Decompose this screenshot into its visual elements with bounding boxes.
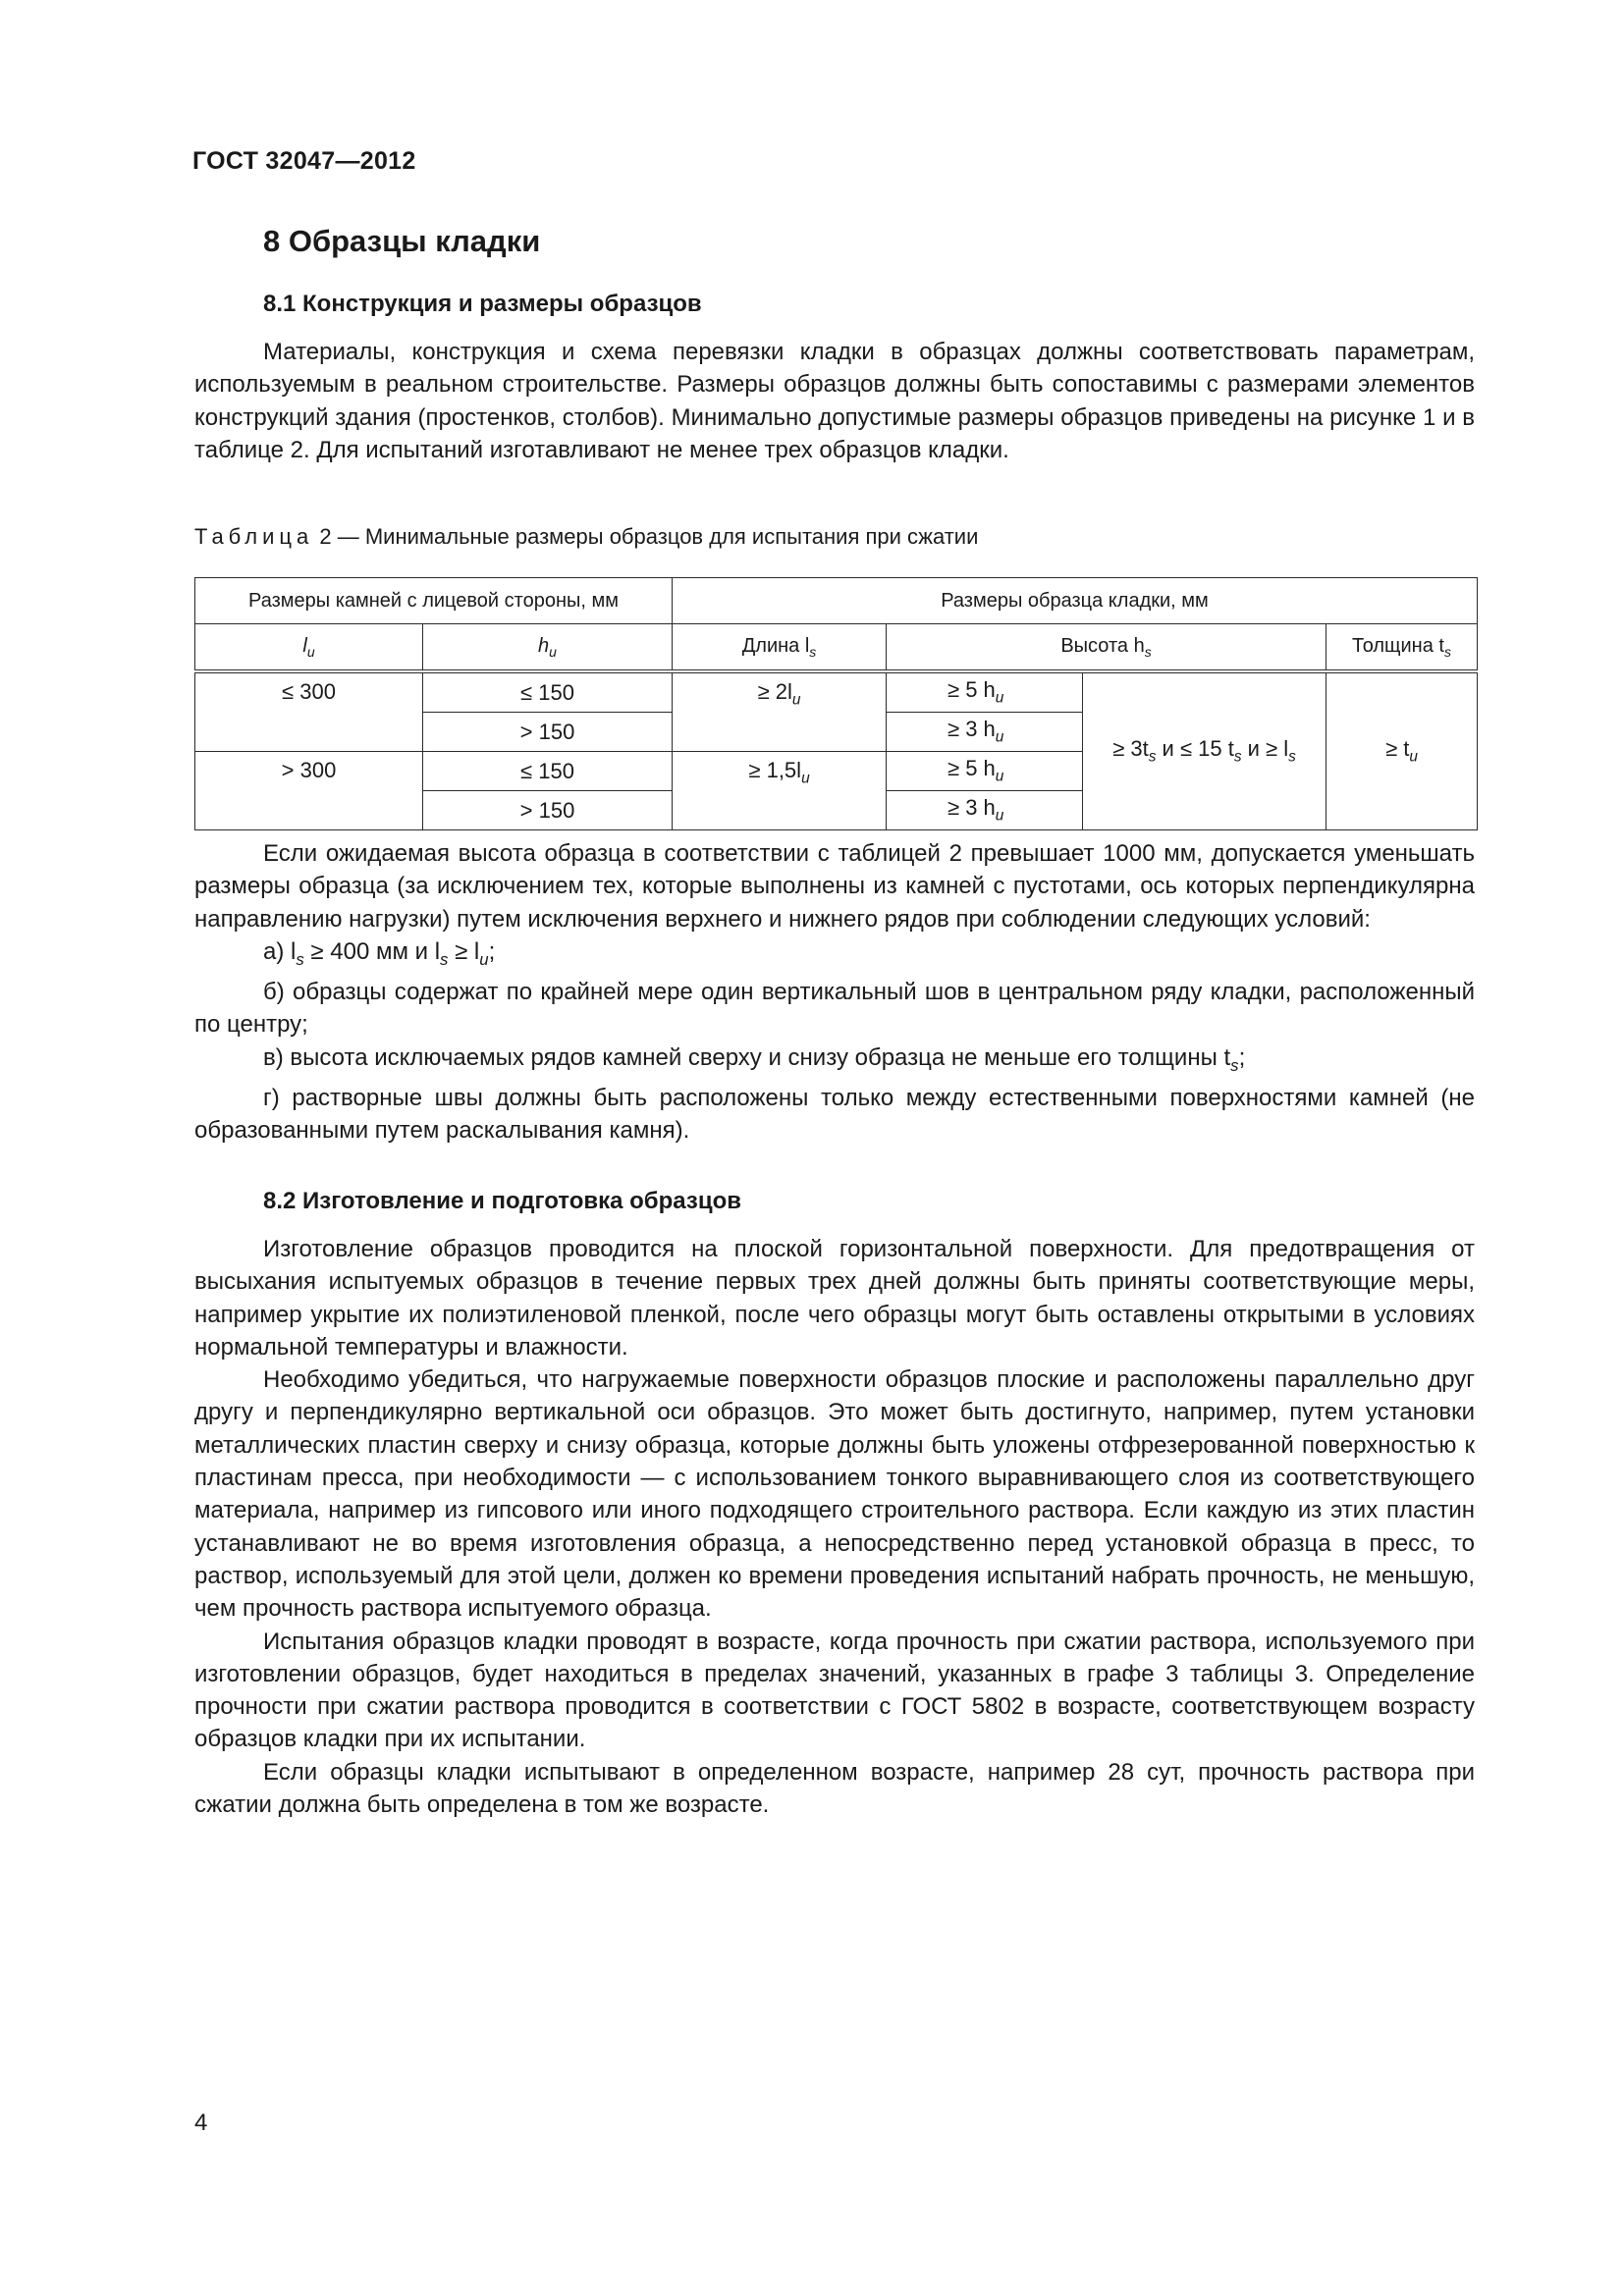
page-number: 4: [194, 2109, 208, 2136]
header-stone-dimensions: Размеры камней с лицевой стороны, мм: [195, 578, 673, 624]
section-title: 8 Образцы кладки: [263, 224, 541, 258]
list-item-b: б) образцы содержат по крайней мере один вертикальный шов в центральном ряду кладки, расположенный по центру;: [194, 978, 1475, 1039]
after-table-text: [194, 837, 1475, 1147]
document-header: ГОСТ 32047—2012: [192, 147, 416, 175]
sample-size-table: [194, 577, 1477, 834]
section-8-1-text: [194, 336, 1475, 466]
header-thickness: Толщина $t_s$: [1326, 624, 1478, 672]
paragraph: Материалы, конструкция и схема перевязки кладки в образцах должны соответствовать параметрам, используемым в реальном строительстве. Размеры образцов должны быть сопоставимы с размерами элементов конструкций здания (простенков, столбов). Минимально допустимые размеры образцов приведены на рисунке 1 и в таблице 2. Для испытаний изготавливают не менее трех образцов кладки.: [194, 339, 1475, 463]
header-sample-dimensions: Размеры образца кладки, мм: [673, 578, 1478, 624]
cell-lu-le300: ≤ 300: [195, 671, 423, 752]
cell-length-2lu: ≥ $2l_u$: [673, 671, 887, 752]
section-8-2-text: [194, 1233, 1475, 1821]
paragraph: Испытания образцов кладки проводят в возрасте, когда прочность при сжатии раствора, используемого при изготовлении образцов, будет находиться в пределах значений, указанных в графе 3 таблицы 3. Определение прочности при сжатии раствора проводится в соответствии с ГОСТ 5802 в возрасте, соответствующем возрасту образцов кладки при их испытании.: [194, 1628, 1475, 1753]
cell-lu-gt300: > 300: [195, 752, 423, 830]
cell-hu: > 150: [423, 791, 673, 830]
subsection-8-1-title: 8.1 Конструкция и размеры образцов: [263, 291, 702, 317]
paragraph: Если образцы кладки испытывают в определенном возрасте, например 28 сут, прочность раствора при сжатии должна быть определена в том же возрасте.: [194, 1758, 1475, 1819]
paragraph: Изготовление образцов проводится на плоской горизонтальной поверхности. Для предотвращения от высыхания испытуемых образцов в течение первых трех дней должны быть приняты соответствующие меры, например укрытие их полиэтиленовой пленкой, после чего образцы могут быть оставлены открытыми в условиях нормальной температуры и влажности.: [194, 1236, 1475, 1361]
cell-hu: ≤ 150: [423, 752, 673, 791]
table-caption-text: 2 — Минимальные размеры образцов для испытания при сжатии: [313, 524, 979, 549]
header-lu: $l_u$: [195, 624, 423, 672]
table-caption-word: Таблица: [194, 524, 314, 549]
paragraph: Если ожидаемая высота образца в соответствии с таблицей 2 превышает 1000 мм, допускается уменьшать размеры образца (за исключением тех, которые выполнены из камней с пустотами, ось которых перпендикулярна направлению нагрузки) путем исключения верхнего и нижнего рядов при соблюдении следующих условий:: [194, 840, 1475, 933]
subsection-8-2-title: 8.2 Изготовление и подготовка образцов: [263, 1188, 742, 1214]
cell-height: ≥ 5 $h_u$: [887, 671, 1083, 713]
header-hu: $h_u$: [423, 624, 673, 672]
table-caption: [194, 524, 978, 550]
cell-length-15lu: ≥ $1,5l_u$: [673, 752, 887, 830]
paragraph: Необходимо убедиться, что нагружаемые поверхности образцов плоские и расположены параллельно друг другу и перпендикулярно вертикальной оси образцов. Это может быть достигнуто, например, путем установки металлических пластин сверху и снизу образца, которые должны быть уложены отфрезерованной поверхностью к пластинам пресса, при необходимости — с использованием тонкого выравнивающего слоя из соответствующего материала, например из гипсового или иного подходящего строительного раствора. Если каждую из этих пластин устанавливают не во время изготовления образца, а непосредственно перед установкой образца в пресс, то раствор, используемый для этой цели, должен ко времени проведения испытаний набрать прочность, не меньшую, чем прочность раствора испытуемого образца.: [194, 1366, 1475, 1623]
header-length: Длина $l_s$: [673, 624, 887, 672]
cell-height: ≥ 3 $h_u$: [887, 791, 1083, 830]
header-height: Высота $h_s$: [887, 624, 1326, 672]
cell-hu: ≤ 150: [423, 671, 673, 713]
list-item-v: в) высота исключаемых рядов камней сверху и снизу образца не меньше его толщины $t_s$;: [263, 1043, 1246, 1075]
cell-thickness-common: ≥ $t_u$: [1326, 671, 1478, 830]
cell-height-common: ≥ $3t_s$ и ≤ 15 $t_s$ $и \ge l_s$: [1083, 671, 1326, 830]
cell-height: ≥ 5 $h_u$: [887, 752, 1083, 791]
list-item-g: г) растворные швы должны быть расположены только между естественными поверхностями камней (не образованными путем раскалывания камня).: [194, 1084, 1475, 1144]
list-item-a: а) $l_s \ge 400$ мм и $l_s \ge l_u$;: [263, 937, 496, 969]
cell-height: ≥ 3 $h_u$: [887, 713, 1083, 752]
cell-hu: > 150: [423, 713, 673, 752]
